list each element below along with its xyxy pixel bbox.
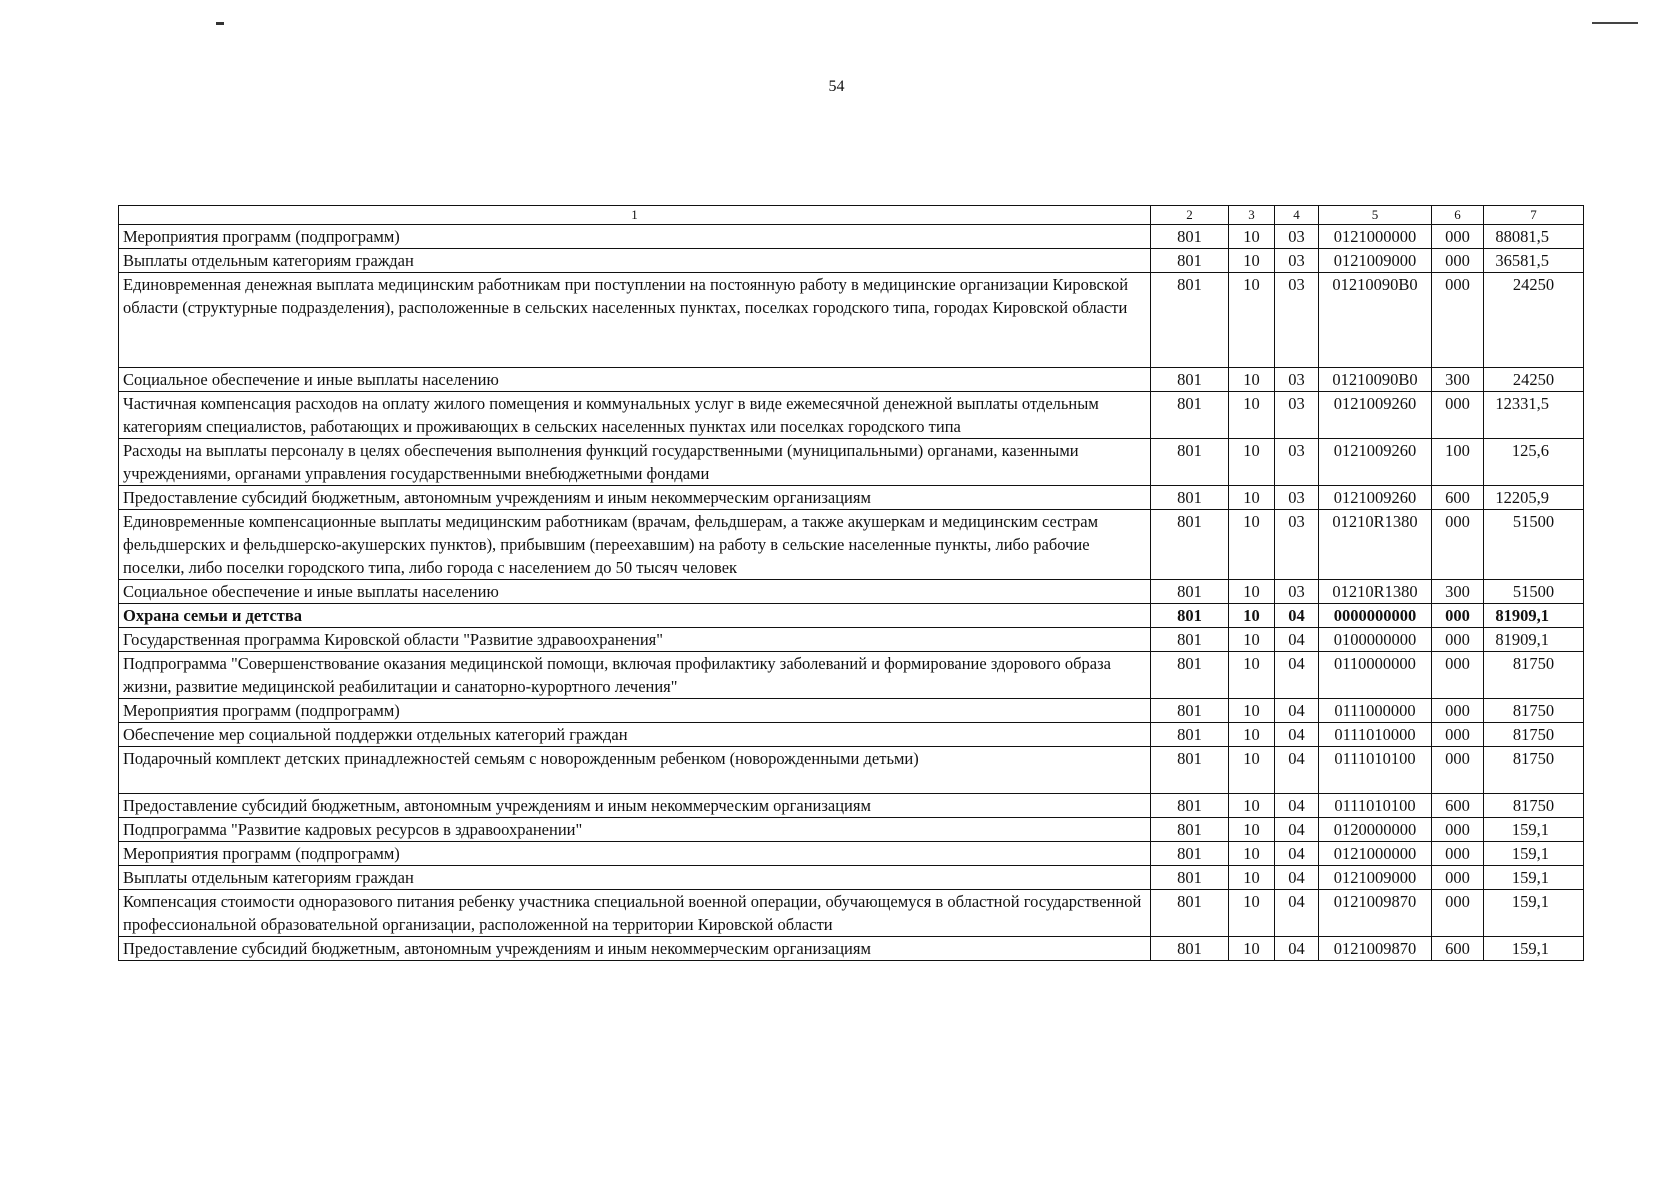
expense-type-cell: 000 <box>1432 890 1484 937</box>
header-cell: 6 <box>1432 206 1484 225</box>
row-name-cell: Государственная программа Кировской области "Развитие здравоохранения" <box>119 628 1151 652</box>
target-article-cell: 0111010100 <box>1319 747 1432 794</box>
amount-cell: 12331,5 <box>1484 392 1584 439</box>
admin-code-cell: 801 <box>1151 652 1229 699</box>
header-cell: 5 <box>1319 206 1432 225</box>
target-article-cell: 01210R1380 <box>1319 580 1432 604</box>
table-row <box>119 225 1584 249</box>
table-row <box>119 628 1584 652</box>
row-name-cell: Охрана семьи и детства <box>119 604 1151 628</box>
row-name-cell: Выплаты отдельным категориям граждан <box>119 249 1151 273</box>
target-article-cell: 0111010100 <box>1319 794 1432 818</box>
expense-type-cell: 600 <box>1432 794 1484 818</box>
subsection-cell: 04 <box>1275 866 1319 890</box>
table-row <box>119 842 1584 866</box>
table-row <box>119 486 1584 510</box>
section-cell: 10 <box>1229 652 1275 699</box>
admin-code-cell: 801 <box>1151 723 1229 747</box>
section-cell: 10 <box>1229 937 1275 961</box>
admin-code-cell: 801 <box>1151 273 1229 368</box>
row-name-cell: Расходы на выплаты персоналу в целях обеспечения выполнения функций государственными (муниципальными) органами, казенными учреждениями, органами управления государственными внебюджетными фондами <box>119 439 1151 486</box>
table-row <box>119 699 1584 723</box>
admin-code-cell: 801 <box>1151 842 1229 866</box>
section-cell: 10 <box>1229 273 1275 368</box>
scan-mark <box>216 22 224 25</box>
page-number: 54 <box>828 78 845 95</box>
target-article-cell: 0121009000 <box>1319 866 1432 890</box>
row-name-cell: Предоставление субсидий бюджетным, автономным учреждениям и иным некоммерческим организациям <box>119 937 1151 961</box>
subsection-cell: 03 <box>1275 580 1319 604</box>
row-name-cell: Выплаты отдельным категориям граждан <box>119 866 1151 890</box>
amount-cell: 12205,9 <box>1484 486 1584 510</box>
target-article-cell: 0121009260 <box>1319 486 1432 510</box>
table-row <box>119 580 1584 604</box>
subsection-cell: 03 <box>1275 510 1319 580</box>
row-name-cell: Предоставление субсидий бюджетным, автономным учреждениям и иным некоммерческим организациям <box>119 486 1151 510</box>
row-name-cell: Предоставление субсидий бюджетным, автономным учреждениям и иным некоммерческим организациям <box>119 794 1151 818</box>
target-article-cell: 0121000000 <box>1319 225 1432 249</box>
admin-code-cell: 801 <box>1151 486 1229 510</box>
section-cell: 10 <box>1229 510 1275 580</box>
target-article-cell: 0121009870 <box>1319 890 1432 937</box>
table-row <box>119 937 1584 961</box>
admin-code-cell: 801 <box>1151 249 1229 273</box>
section-cell: 10 <box>1229 723 1275 747</box>
section-cell: 10 <box>1229 866 1275 890</box>
section-cell: 10 <box>1229 439 1275 486</box>
section-cell: 10 <box>1229 747 1275 794</box>
expense-type-cell: 000 <box>1432 699 1484 723</box>
section-cell: 10 <box>1229 890 1275 937</box>
admin-code-cell: 801 <box>1151 368 1229 392</box>
section-cell: 10 <box>1229 699 1275 723</box>
admin-code-cell: 801 <box>1151 392 1229 439</box>
row-name-cell: Мероприятия программ (подпрограмм) <box>119 225 1151 249</box>
header-cell: 7 <box>1484 206 1584 225</box>
header-row <box>119 206 1584 225</box>
table-row <box>119 510 1584 580</box>
subsection-cell: 03 <box>1275 368 1319 392</box>
admin-code-cell: 801 <box>1151 225 1229 249</box>
amount-cell: 81750 <box>1484 723 1584 747</box>
admin-code-cell: 801 <box>1151 818 1229 842</box>
expense-type-cell: 100 <box>1432 439 1484 486</box>
expense-type-cell: 300 <box>1432 368 1484 392</box>
admin-code-cell: 801 <box>1151 628 1229 652</box>
target-article-cell: 0121000000 <box>1319 842 1432 866</box>
expense-type-cell: 000 <box>1432 225 1484 249</box>
admin-code-cell: 801 <box>1151 439 1229 486</box>
subsection-cell: 04 <box>1275 794 1319 818</box>
table-row <box>119 890 1584 937</box>
subsection-cell: 03 <box>1275 249 1319 273</box>
table-row <box>119 818 1584 842</box>
table-row <box>119 273 1584 368</box>
row-name-cell: Подпрограмма "Развитие кадровых ресурсов в здравоохранении" <box>119 818 1151 842</box>
target-article-cell: 0121009000 <box>1319 249 1432 273</box>
expense-type-cell: 000 <box>1432 866 1484 890</box>
target-article-cell: 0110000000 <box>1319 652 1432 699</box>
section-cell: 10 <box>1229 580 1275 604</box>
expense-type-cell: 000 <box>1432 747 1484 794</box>
table-row <box>119 249 1584 273</box>
expense-type-cell: 000 <box>1432 604 1484 628</box>
subsection-cell: 04 <box>1275 890 1319 937</box>
target-article-cell: 01210090B0 <box>1319 368 1432 392</box>
section-cell: 10 <box>1229 628 1275 652</box>
subsection-cell: 03 <box>1275 486 1319 510</box>
expense-type-cell: 600 <box>1432 937 1484 961</box>
subsection-cell: 04 <box>1275 723 1319 747</box>
amount-cell: 51500 <box>1484 510 1584 580</box>
subsection-cell: 04 <box>1275 842 1319 866</box>
expense-type-cell: 000 <box>1432 818 1484 842</box>
table-row <box>119 866 1584 890</box>
amount-cell: 81750 <box>1484 747 1584 794</box>
target-article-cell: 01210090B0 <box>1319 273 1432 368</box>
section-cell: 10 <box>1229 794 1275 818</box>
row-name-cell: Единовременные компенсационные выплаты медицинским работникам (врачам, фельдшерам, а также акушеркам и медицинским сестрам фельдшерских и фельдшерско-акушерских пунктов), прибывшим (переехавшим) на работу в сельские населенные пункты, либо рабочие поселки, либо поселки городского типа, либо города с населением до 50 тысяч человек <box>119 510 1151 580</box>
subsection-cell: 03 <box>1275 439 1319 486</box>
admin-code-cell: 801 <box>1151 510 1229 580</box>
row-name-cell: Мероприятия программ (подпрограмм) <box>119 842 1151 866</box>
target-article-cell: 0111000000 <box>1319 699 1432 723</box>
admin-code-cell: 801 <box>1151 747 1229 794</box>
admin-code-cell: 801 <box>1151 699 1229 723</box>
amount-cell: 36581,5 <box>1484 249 1584 273</box>
table-row <box>119 439 1584 486</box>
amount-cell: 159,1 <box>1484 937 1584 961</box>
target-article-cell: 0121009870 <box>1319 937 1432 961</box>
amount-cell: 159,1 <box>1484 818 1584 842</box>
section-cell: 10 <box>1229 392 1275 439</box>
table-row <box>119 747 1584 794</box>
target-article-cell: 0000000000 <box>1319 604 1432 628</box>
table-row <box>119 652 1584 699</box>
subsection-cell: 04 <box>1275 652 1319 699</box>
admin-code-cell: 801 <box>1151 794 1229 818</box>
amount-cell: 81750 <box>1484 794 1584 818</box>
scan-mark <box>1592 22 1638 24</box>
amount-cell: 51500 <box>1484 580 1584 604</box>
subsection-cell: 04 <box>1275 628 1319 652</box>
expense-type-cell: 000 <box>1432 652 1484 699</box>
section-cell: 10 <box>1229 368 1275 392</box>
row-name-cell: Подарочный комплект детских принадлежностей семьям с новорожденным ребенком (новорожденными детьми) <box>119 747 1151 794</box>
admin-code-cell: 801 <box>1151 604 1229 628</box>
amount-cell: 88081,5 <box>1484 225 1584 249</box>
amount-cell: 159,1 <box>1484 866 1584 890</box>
target-article-cell: 0121009260 <box>1319 439 1432 486</box>
table-row <box>119 392 1584 439</box>
header-cell: 4 <box>1275 206 1319 225</box>
amount-cell: 159,1 <box>1484 842 1584 866</box>
section-cell: 10 <box>1229 249 1275 273</box>
row-name-cell: Мероприятия программ (подпрограмм) <box>119 699 1151 723</box>
expense-type-cell: 300 <box>1432 580 1484 604</box>
amount-cell: 81750 <box>1484 699 1584 723</box>
amount-cell: 159,1 <box>1484 890 1584 937</box>
amount-cell: 24250 <box>1484 273 1584 368</box>
row-name-cell: Частичная компенсация расходов на оплату жилого помещения и коммунальных услуг в виде ежемесячной денежной выплаты отдельным категориям специалистов, работающих и проживающих в сельских населенных пунктах или поселках городского типа <box>119 392 1151 439</box>
header-cell: 1 <box>119 206 1151 225</box>
expense-type-cell: 600 <box>1432 486 1484 510</box>
subsection-cell: 04 <box>1275 604 1319 628</box>
table-row <box>119 368 1584 392</box>
target-article-cell: 0100000000 <box>1319 628 1432 652</box>
subsection-cell: 04 <box>1275 747 1319 794</box>
section-cell: 10 <box>1229 818 1275 842</box>
expense-type-cell: 000 <box>1432 249 1484 273</box>
subsection-cell: 04 <box>1275 818 1319 842</box>
row-name-cell: Подпрограмма "Совершенствование оказания медицинской помощи, включая профилактику заболеваний и формирование здорового образа жизни, развитие медицинской реабилитации и санаторно-курортного лечения" <box>119 652 1151 699</box>
expense-type-cell: 000 <box>1432 510 1484 580</box>
target-article-cell: 01210R1380 <box>1319 510 1432 580</box>
section-cell: 10 <box>1229 486 1275 510</box>
header-cell: 3 <box>1229 206 1275 225</box>
admin-code-cell: 801 <box>1151 937 1229 961</box>
header-cell: 2 <box>1151 206 1229 225</box>
section-cell: 10 <box>1229 225 1275 249</box>
subsection-cell: 03 <box>1275 273 1319 368</box>
row-name-cell: Социальное обеспечение и иные выплаты населению <box>119 580 1151 604</box>
admin-code-cell: 801 <box>1151 890 1229 937</box>
expense-type-cell: 000 <box>1432 628 1484 652</box>
amount-cell: 125,6 <box>1484 439 1584 486</box>
subsection-cell: 04 <box>1275 937 1319 961</box>
admin-code-cell: 801 <box>1151 580 1229 604</box>
section-cell: 10 <box>1229 604 1275 628</box>
subsection-cell: 03 <box>1275 392 1319 439</box>
row-name-cell: Единовременная денежная выплата медицинским работникам при поступлении на постоянную работу в медицинские организации Кировской области (структурные подразделения), расположенные в сельских населенных пунктах, поселках городского типа, городах Кировской области <box>119 273 1151 368</box>
row-name-cell: Обеспечение мер социальной поддержки отдельных категорий граждан <box>119 723 1151 747</box>
section-cell: 10 <box>1229 842 1275 866</box>
expense-type-cell: 000 <box>1432 842 1484 866</box>
table-row <box>119 604 1584 628</box>
amount-cell: 81750 <box>1484 652 1584 699</box>
budget-table <box>118 205 1584 961</box>
target-article-cell: 0120000000 <box>1319 818 1432 842</box>
subsection-cell: 03 <box>1275 225 1319 249</box>
target-article-cell: 0111010000 <box>1319 723 1432 747</box>
row-name-cell: Социальное обеспечение и иные выплаты населению <box>119 368 1151 392</box>
row-name-cell: Компенсация стоимости одноразового питания ребенку участника специальной военной операции, обучающемуся в областной государственной профессиональной образовательной организации, расположенной на территории Кировской области <box>119 890 1151 937</box>
target-article-cell: 0121009260 <box>1319 392 1432 439</box>
expense-type-cell: 000 <box>1432 723 1484 747</box>
table-row <box>119 723 1584 747</box>
amount-cell: 24250 <box>1484 368 1584 392</box>
admin-code-cell: 801 <box>1151 866 1229 890</box>
expense-type-cell: 000 <box>1432 273 1484 368</box>
subsection-cell: 04 <box>1275 699 1319 723</box>
amount-cell: 81909,1 <box>1484 604 1584 628</box>
expense-type-cell: 000 <box>1432 392 1484 439</box>
amount-cell: 81909,1 <box>1484 628 1584 652</box>
table-row <box>119 794 1584 818</box>
